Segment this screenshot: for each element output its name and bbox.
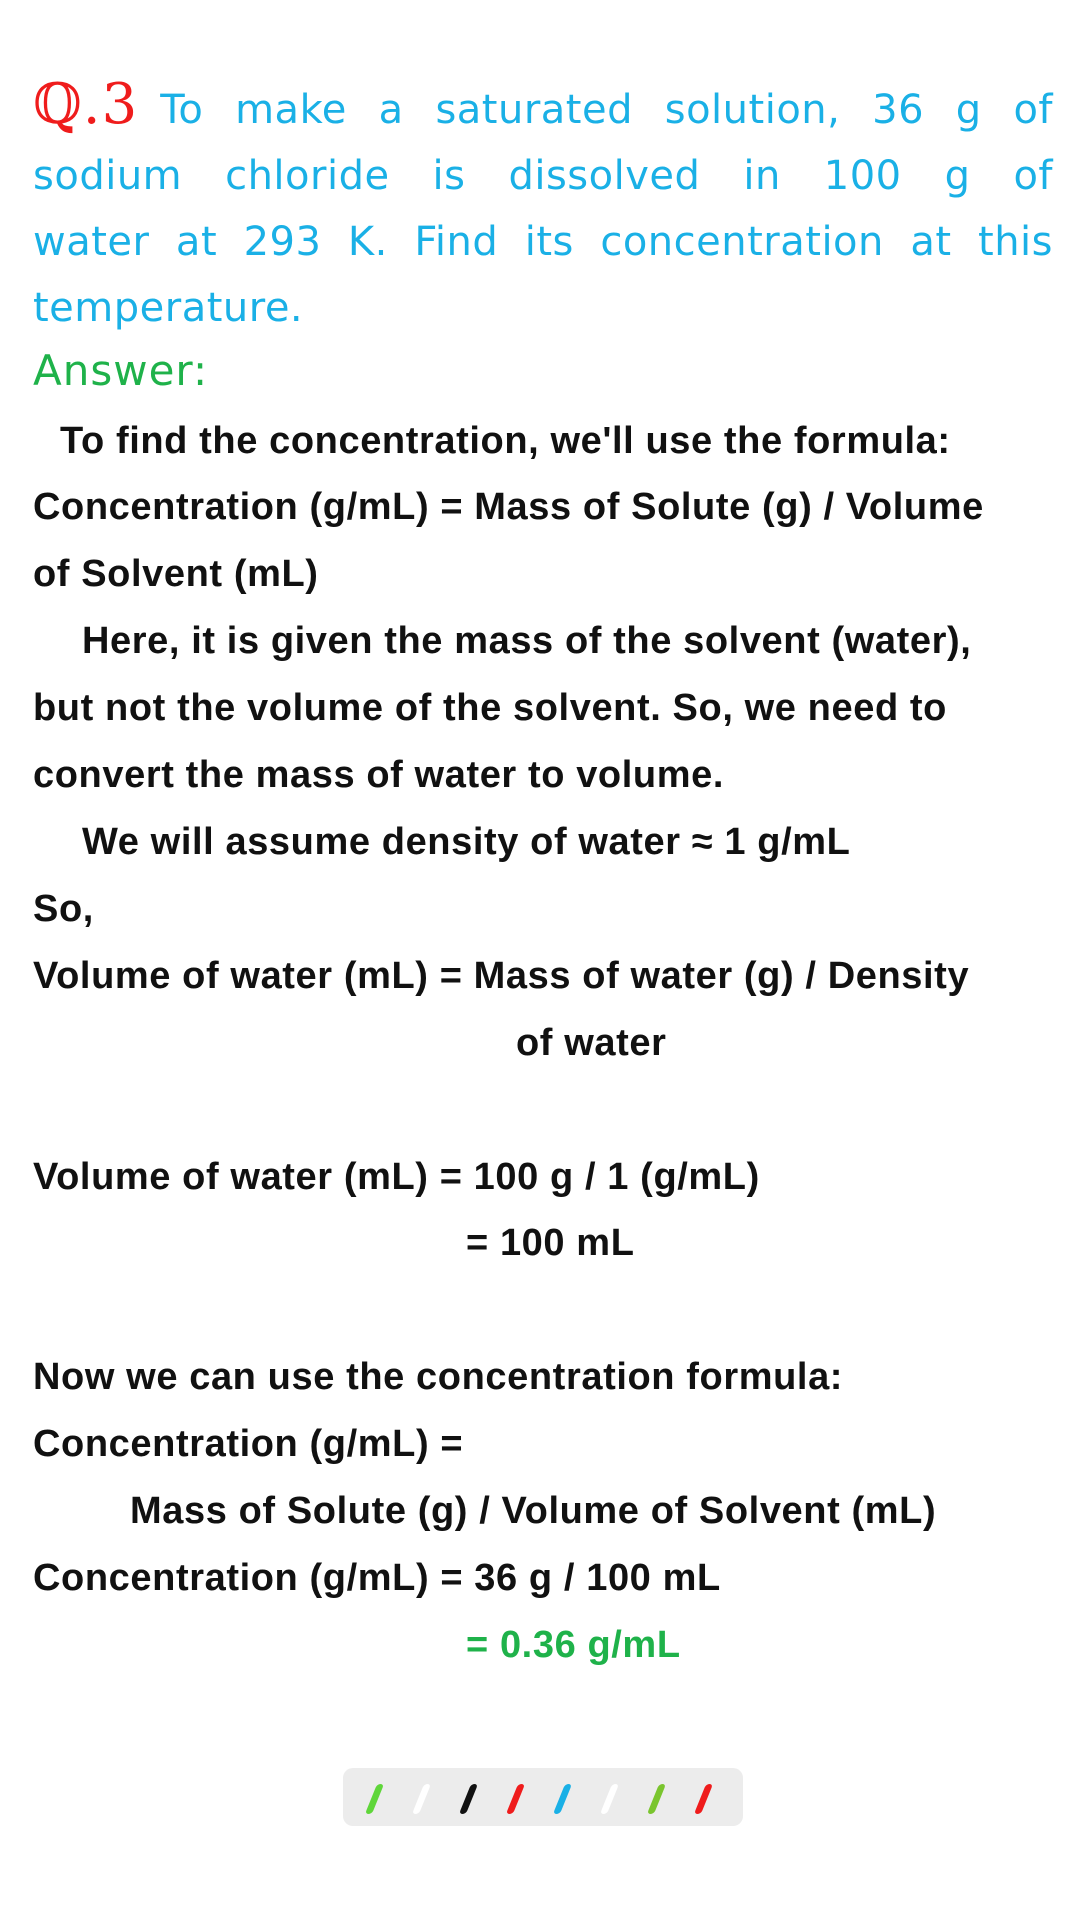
answer-line-given-cont: but not the volume of the solvent. So, we need to [33,687,947,729]
question-number: ℚ.3 [33,72,139,137]
answer-line-now: Now we can use the concentration formula: [33,1356,844,1398]
answer-line-volume-formula-cont: of water [516,1022,667,1064]
answer-line-formula: Concentration (g/mL) = Mass of Solute (g) / Volume [33,486,984,528]
answer-line-concentration-label: Concentration (g/mL) = [33,1423,464,1465]
answer-line-given: Here, it is given the mass of the solvent (water), [82,620,972,662]
answer-line-volume-formula: Volume of water (mL) = Mass of water (g) / Density [33,955,970,997]
pen-color-1-icon[interactable] [365,1784,384,1814]
answer-line-concentration-calc: Concentration (g/mL) = 36 g / 100 mL [33,1557,721,1599]
pen-color-3-icon[interactable] [459,1784,478,1814]
pen-color-2-icon[interactable] [412,1784,431,1814]
pen-color-6-icon[interactable] [600,1784,619,1814]
pen-color-8-icon[interactable] [694,1784,713,1814]
question-text [33,72,1053,341]
answer-line-density: We will assume density of water ≈ 1 g/mL [82,821,851,863]
answer-line-concentration-formula: Mass of Solute (g) / Volume of Solvent (mL) [130,1490,937,1532]
answer-line-so: So, [33,888,94,930]
pen-color-5-icon[interactable] [553,1784,572,1814]
question-body: To make a saturated solution, 36 g of sodium chloride is dissolved in 100 g of water at 293 K. Find its concentration at this temperature. [33,87,1053,331]
answer-line-formula-intro: To find the concentration, we'll use the formula: [60,420,951,462]
answer-line-convert: convert the mass of water to volume. [33,754,724,796]
pen-color-4-icon[interactable] [506,1784,525,1814]
pen-color-7-icon[interactable] [647,1784,666,1814]
answer-line-formula-cont: of Solvent (mL) [33,553,319,595]
pen-color-palette [343,1768,743,1826]
answer-line-volume-result: = 100 mL [466,1222,635,1264]
answer-heading: Answer: [33,346,209,395]
answer-line-volume-calc: Volume of water (mL) = 100 g / 1 (g/mL) [33,1156,760,1198]
answer-result: = 0.36 g/mL [466,1624,681,1666]
